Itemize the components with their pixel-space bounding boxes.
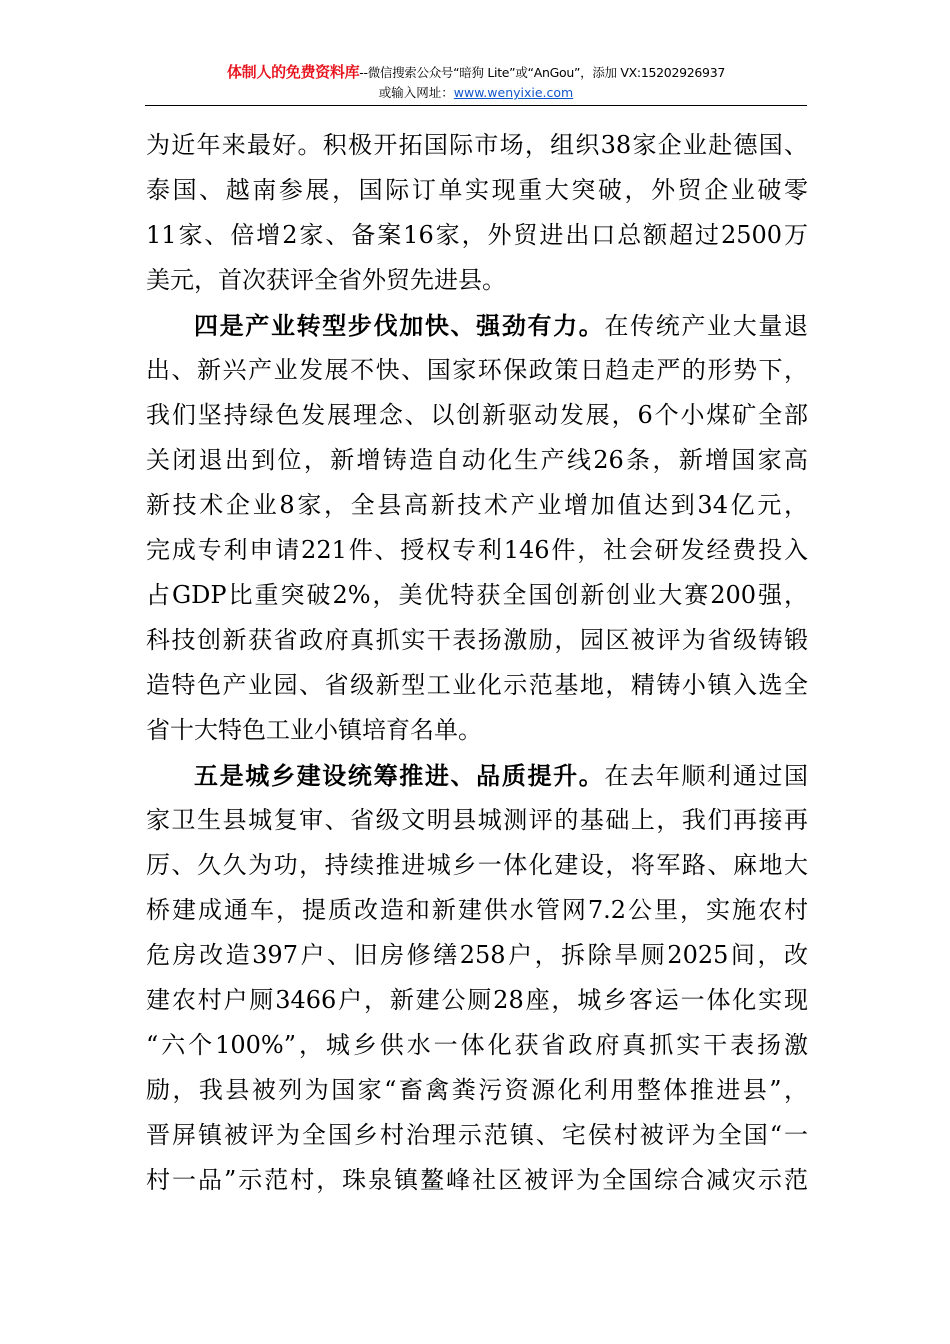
brand-name: 体制人的免费资料库 xyxy=(226,63,360,81)
text-line: 晋屏镇被评为全国乡村治理示范镇、宅侯村被评为全国“一 xyxy=(146,1121,808,1149)
header-divider xyxy=(145,105,807,106)
paragraph-text: 在去年顺利通过国 xyxy=(604,762,809,790)
text-line: 为近年来最好。积极开拓国际市场，组织38家企业赴德国、 xyxy=(146,131,808,159)
website-link[interactable]: www.wenyixie.com xyxy=(453,85,574,100)
text-line: 关闭退出到位，新增铸造自动化生产线26条，新增国家高 xyxy=(146,446,808,474)
text-line: 桥建成通车，提质改造和新建供水管网7.2公里，实施农村 xyxy=(146,896,808,924)
text-line: 省十大特色工业小镇培育名单。 xyxy=(146,716,482,744)
paragraph-5-first-line xyxy=(146,753,808,798)
text-line: 出、新兴产业发展不快、国家环保政策日趋走严的形势下， xyxy=(146,356,808,384)
paragraph-text: 在传统产业大量退 xyxy=(604,312,809,340)
text-line: 危房改造397户、旧房修缮258户，拆除旱厕2025间，改 xyxy=(146,941,808,969)
text-line: “六个100%”，城乡供水一体化获省政府真抓实干表扬激 xyxy=(146,1031,808,1059)
header-contact-info: --微信搜索公众号“暗狗 Lite”或“AnGou”，添加 VX:15202926937 xyxy=(359,65,726,80)
document-body xyxy=(146,123,808,1203)
text-line: 励，我县被列为国家“畜禽粪污资源化利用整体推进县”， xyxy=(146,1076,808,1104)
text-line: 占GDP比重突破2%，美优特获全国创新创业大赛200强， xyxy=(146,581,808,609)
text-line: 建农村户厕3466户，新建公厕28座，城乡客运一体化实现 xyxy=(146,986,808,1014)
header-line-2 xyxy=(145,84,807,101)
page-header xyxy=(145,62,807,101)
header-line-1 xyxy=(145,62,807,83)
text-line: 科技创新获省政府真抓实干表扬激励，园区被评为省级铸锻 xyxy=(146,626,808,654)
paragraph-heading: 五是城乡建设统筹推进、品质提升。 xyxy=(194,761,605,790)
text-line: 11家、倍增2家、备案16家，外贸进出口总额超过2500万 xyxy=(146,221,808,249)
text-line: 村一品”示范村，珠泉镇鳌峰社区被评为全国综合减灾示范 xyxy=(146,1166,808,1194)
text-line: 完成专利申请221件、授权专利146件，社会研发经费投入 xyxy=(146,536,808,564)
paragraph-4-first-line xyxy=(146,303,808,348)
text-line: 厉、久久为功，持续推进城乡一体化建设，将军路、麻地大 xyxy=(146,851,808,879)
text-line: 泰国、越南参展，国际订单实现重大突破，外贸企业破零 xyxy=(146,176,808,204)
text-line: 家卫生县城复审、省级文明县城测评的基础上，我们再接再 xyxy=(146,806,808,834)
paragraph-heading: 四是产业转型步伐加快、强劲有力。 xyxy=(194,311,605,340)
text-line: 造特色产业园、省级新型工业化示范基地，精铸小镇入选全 xyxy=(146,671,808,699)
text-line: 美元，首次获评全省外贸先进县。 xyxy=(146,266,506,294)
text-line: 我们坚持绿色发展理念、以创新驱动发展，6个小煤矿全部 xyxy=(146,401,808,429)
text-line: 新技术企业8家，全县高新技术产业增加值达到34亿元， xyxy=(146,491,808,519)
url-prefix: 或输入网址： xyxy=(378,85,454,100)
